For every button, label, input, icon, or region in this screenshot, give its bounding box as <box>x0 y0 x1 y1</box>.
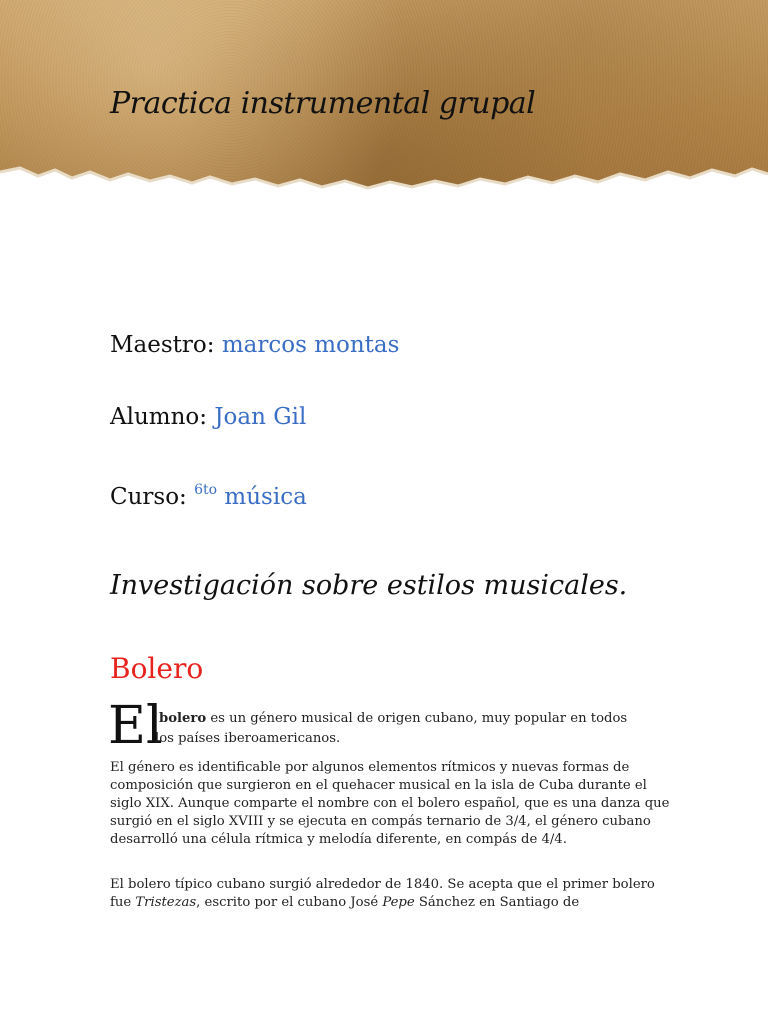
kraft-paper-banner <box>0 0 768 200</box>
p3-text-a: El bolero típico cubano surgió alrededor de 1840. Se acepta que el primer bolero fue <box>110 877 655 910</box>
curso-grade: 6to <box>194 482 218 498</box>
torn-paper-edge <box>0 150 768 200</box>
alumno-row <box>110 404 306 430</box>
p3-italic-title: Tristezas <box>135 895 197 910</box>
document-subtitle: Investigación sobre estilos musicales. <box>110 570 628 601</box>
alumno-value: Joan Gil <box>214 404 307 430</box>
curso-label: Curso: <box>110 484 187 510</box>
curso-row <box>110 484 307 510</box>
maestro-value: marcos montas <box>221 332 400 358</box>
intro-line-1 <box>159 710 679 728</box>
p3-text-c: Sánchez en Santiago de <box>414 895 580 910</box>
drop-cap: El <box>108 696 163 756</box>
document-title: Practica instrumental grupal <box>110 86 536 121</box>
section-heading-bolero: Bolero <box>110 652 204 685</box>
intro-line-2: los países iberoamericanos. <box>155 731 341 746</box>
p3-text-b: , escrito por el cubano José <box>196 895 383 910</box>
paragraph-2: El género es identificable por algunos elementos rítmicos y nuevas formas de composición que surgieron en el quehacer musical en la isla de Cuba durante el siglo XIX. Aunque comparte el nombre con el bolero español, que es una danza que surgió en el siglo XVIII y se ejecuta en compás ternario de 3/4, el género cubano desarrolló una célula rítmica y melodía diferente, en compás de 4/4. <box>110 760 670 847</box>
paragraph-3 <box>110 876 670 912</box>
curso-value: música <box>224 484 307 510</box>
intro-bold-term: bolero <box>159 711 207 726</box>
intro-line-1-text: es un género musical de origen cubano, muy popular en todos <box>206 711 628 726</box>
maestro-label: Maestro: <box>110 332 215 358</box>
p3-italic-name: Pepe <box>382 895 415 910</box>
maestro-row <box>110 332 399 358</box>
alumno-label: Alumno: <box>110 404 207 430</box>
